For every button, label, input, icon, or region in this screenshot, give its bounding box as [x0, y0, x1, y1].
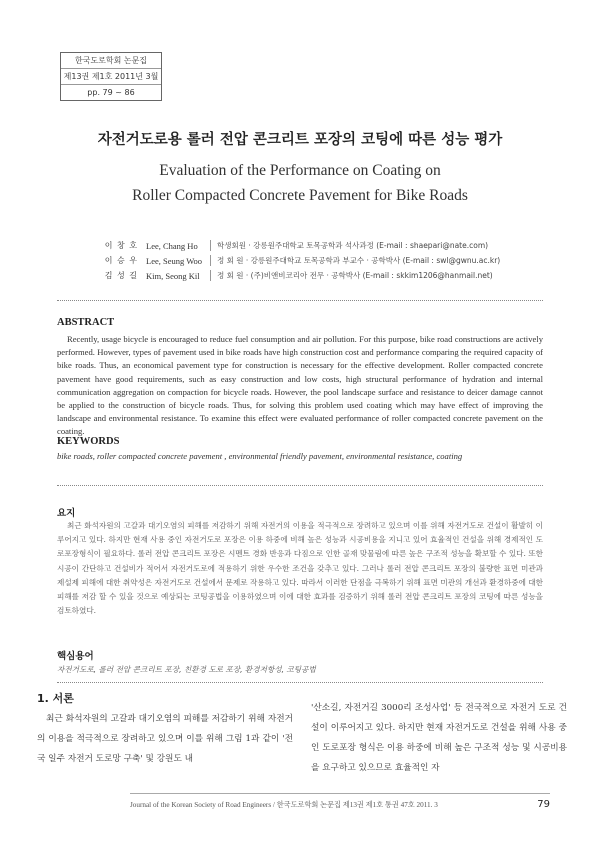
- page-footer: [130, 799, 550, 810]
- author-row: [80, 253, 560, 268]
- author-affiliation: 정 회 원 · (주)비앤비코리아 전무 · 공학박사 (E-mail : skkim1206@hanmail.net): [210, 270, 493, 281]
- intro-left-text: 최근 화석자원의 고갈과 대기오염의 피해를 저감하기 위해 자전거의 이용을 적극적으로 장려하고 있으며 이를 위해 그림 1과 같이 '전국 일주 자전거 도로망 구축' 및 강원도 내: [37, 714, 293, 764]
- author-affiliation: 학생회원 · 강릉원주대학교 토목공학과 석사과정 (E-mail : shaepari@nate.com): [210, 240, 488, 251]
- title-english-line1: Evaluation of the Performance on Coating on: [159, 162, 441, 179]
- author-row: [80, 268, 560, 283]
- intro-right-text: '산소길, 자전거길 3000리 조성사업' 등 전국적으로 자전거 도로 건설이 이루어지고 있다. 하지만 현재 자전거도로 건설을 위해 사용 중인 도로포장 형식은 이용 하중에 비해 높은 구조적 성능 및 시공비용을 요구하고 있으므로 효율적인 자: [311, 703, 567, 773]
- abstract-heading: ABSTRACT: [57, 317, 115, 328]
- yoji-text: 최근 화석자원의 고갈과 대기오염의 피해를 저감하기 위해 자전거의 이용을 적극적으로 장려하고 있으며 이를 위해 자전거도로 건설이 활발히 이루어지고 있다. 하지만 현재 사용 중인 자전거도로 포장은 이용 하중에 비해 높은 성능과 시공비용을 지니고 있어 효율적인 건설을 위해 경제적인 도로포장형식이 필요하다. 롤러 전압 콘크리트 포장은 시멘트 경화 반응과 다짐으로 인한 골재 맞물림에 따른 높은 구조적 성능을 확보할 수 있다. 또한 시공이 간단하고 건설비가 적어서 자전거도로에 적용하기 위한 우수한 조건을 갖추고 있다. 그러나 롤러 전압 콘크리트 포장의 불량한 표면 미관과 제설제 피해에 대한 취약성은 자전거도로 건설에서 문제로 작용하고 있다. 따라서 이러한 단점을 극복하기 위해 표면 미관의 개선과 환경하중에 대한 피해를 저감 할 수 있을 것으로 예상되는 코팅공법을 이용하였으며 이에 대한 효과를 검증하기 위해 롤러 전압 콘크리트 포장의 코팅에 따른 성능을 검토하였다.: [57, 521, 543, 616]
- page-number: 79: [537, 799, 550, 810]
- divider: [57, 485, 543, 486]
- divider: [57, 682, 543, 683]
- abstract-text: Recently, usage bicycle is encouraged to reduce fuel consumption and air pollution. For this purpose, bike road constructions are actively performed. However, types of pavement used in bike roads have high construction cost and performance comparing the required capacity of bike roads. Thus, an economical pavement type for construction is necessary for the effective development. Roller compacted concrete pavement have good requirements, such as easy construction and low costs, high structural performance of hydration and internal communication aggregation on compaction for bicycle roads. However, the pool landscape surface and resistance to deicer damage cannot be applied to the construction of bicycle roads. Thus, for solving this problem used coating which may have effect of improving the landscape and environmental resistance. To examine this effect were evaluated performance of roller compacted concrete pavement on the coating.: [57, 334, 543, 437]
- intro-heading: 1. 서론: [37, 692, 74, 705]
- keywords-ko-heading: 핵심용어: [57, 651, 94, 662]
- author-name-en: Kim, Seong Kil: [146, 270, 200, 281]
- author-name-ko: 이 승 우: [104, 256, 138, 265]
- keywords-text: bike roads, roller compacted concrete pavement , environmental friendly pavement, environmental resistance, coating: [57, 451, 463, 461]
- author-name-en: Lee, Seung Woo: [146, 255, 203, 266]
- footer-journal-text: Journal of the Korean Society of Road Engineers / 한국도로학회 논문집 제13권 제1호 통권 47호 2011. 3: [130, 800, 438, 809]
- title-english-line2: Roller Compacted Concrete Pavement for Bike Roads: [132, 187, 468, 204]
- intro-right-column: [311, 698, 567, 778]
- author-name-en: Lee, Chang Ho: [146, 240, 198, 251]
- journal-pages: pp. 79 ~ 86: [61, 84, 161, 100]
- author-row: [80, 238, 560, 253]
- journal-info-box: [60, 52, 162, 101]
- yoji-heading: 요지: [57, 508, 76, 519]
- author-list: [80, 238, 560, 283]
- footer-divider: [130, 793, 550, 794]
- intro-left-column: [37, 690, 293, 769]
- divider: [57, 300, 543, 301]
- author-name-ko: 이 창 호: [104, 241, 138, 250]
- keywords-heading: KEYWORDS: [57, 436, 120, 447]
- journal-name: 한국도로학회 논문집: [74, 56, 148, 65]
- journal-volume: 제13권 제1호 2011년 3월: [61, 68, 161, 84]
- title-korean: 자전거도로용 롤러 전압 콘크리트 포장의 코팅에 따른 성능 평가: [97, 132, 503, 148]
- author-name-ko: 김 성 길: [104, 271, 138, 280]
- author-affiliation: 정 회 원 · 강릉원주대학교 토목공학과 부교수 · 공학박사 (E-mail : swl@gwnu.ac.kr): [210, 255, 500, 266]
- keywords-ko-text: 자전거도로, 롤러 전압 콘크리트 포장, 친환경 도로 포장, 환경저항성, 코팅공법: [57, 665, 316, 674]
